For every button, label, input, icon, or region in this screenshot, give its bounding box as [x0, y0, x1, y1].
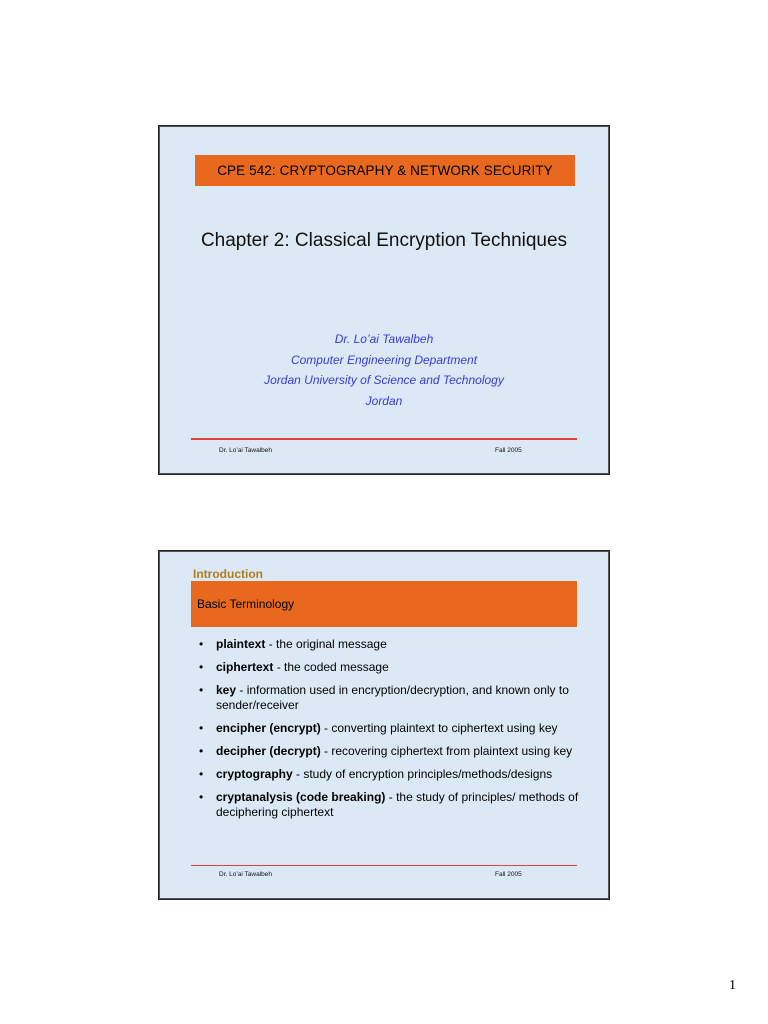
footer-divider	[191, 438, 577, 440]
slide-title	[158, 125, 610, 475]
term: ciphertext	[216, 660, 274, 674]
term: decipher (decrypt)	[216, 744, 321, 758]
footer-divider	[191, 865, 577, 866]
slide-terminology	[158, 550, 610, 900]
course-banner: CPE 542: CRYPTOGRAPHY & NETWORK SECURITY	[195, 155, 575, 186]
term: cryptanalysis (code breaking)	[216, 790, 386, 804]
footer-term: Fall 2005	[495, 447, 522, 454]
section-label: Introduction	[193, 567, 263, 581]
definition: - information used in encryption/decryption, and known only to sender/receiver	[216, 683, 569, 712]
list-item	[199, 790, 591, 820]
definition: - the original message	[265, 637, 387, 651]
slide-heading-banner: Basic Terminology	[191, 581, 577, 627]
list-item	[199, 721, 591, 736]
list-item	[199, 767, 591, 782]
term: plaintext	[216, 637, 266, 651]
bullet: •	[199, 790, 204, 804]
country: Jordan	[365, 393, 403, 408]
definition: - converting plaintext to ciphertext using key	[320, 721, 558, 735]
bullet: •	[199, 721, 204, 735]
bullet: •	[199, 683, 204, 697]
term: cryptography	[216, 767, 293, 781]
term: encipher (encrypt)	[216, 721, 321, 735]
university: Jordan University of Science and Technology	[264, 373, 504, 387]
list-item	[199, 637, 591, 652]
bullet: •	[199, 767, 204, 781]
chapter-title: Chapter 2: Classical Encryption Techniques	[200, 230, 568, 251]
bullet: •	[199, 637, 204, 651]
department: Computer Engineering Department	[290, 352, 478, 367]
terminology-list	[199, 637, 591, 828]
list-item	[199, 683, 591, 713]
term: key	[216, 683, 237, 697]
footer-author: Dr. Lo’ai Tawalbeh	[219, 871, 272, 878]
definition: - study of encryption principles/methods/designs	[292, 767, 553, 781]
bullet: •	[199, 660, 204, 674]
author-block	[159, 329, 609, 411]
footer-author: Dr. Lo’ai Tawalbeh	[219, 447, 272, 454]
definition: - the coded message	[273, 660, 389, 674]
bullet: •	[199, 744, 204, 758]
footer-term: Fall 2005	[495, 871, 522, 878]
definition: - recovering ciphertext from plaintext using key	[320, 744, 573, 758]
list-item	[199, 744, 591, 759]
list-item	[199, 660, 591, 675]
definition: - the study of principles/ methods of deciphering ciphertext	[216, 790, 579, 819]
page-number: 1	[729, 978, 736, 993]
author-name: Dr. Lo’ai Tawalbeh	[334, 332, 434, 346]
